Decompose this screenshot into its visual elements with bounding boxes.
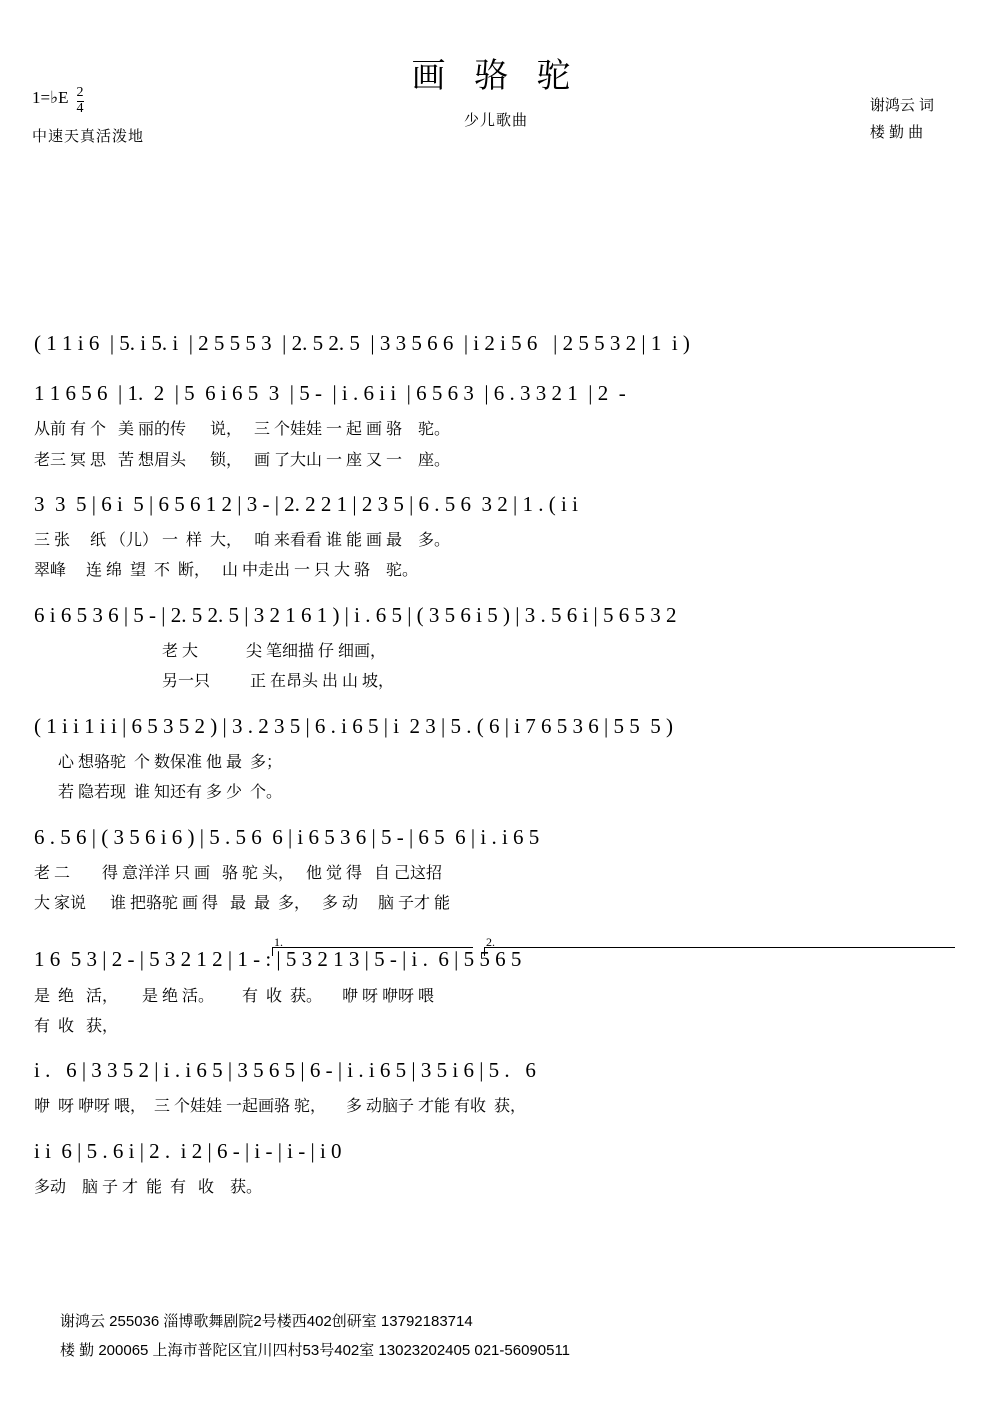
lyric-line-verse1: 三 张 纸 （儿） 一 样 大， 咱 来看看 谁 能 画 最 多。 <box>34 532 451 550</box>
key-signature: 1=♭E <box>32 88 69 107</box>
lyric-line-verse1: 老 二 得 意洋洋 只 画 骆 驼 头， 他 觉 得 自 己这招 <box>34 864 443 882</box>
notation-line: ( 1 i i 1 i i | 6 5 3 5 2 ) | 3 . 2 3 5 | 6 . i 6 5 | i 2 3 | 5 . ( 6 | i 7 6 5 3 6 | 5 5 5 ) <box>34 713 673 738</box>
volta-1-bracket: 1. <box>274 935 283 950</box>
notation-line: 6 i 6 5 3 6 | 5 - | 2. 5 2. 5 | 3 2 1 6 1 ) | i . 6 5 | ( 3 5 6 i 5 ) | 3 . 5 6 i | 5 6 5 3 2 <box>34 602 677 627</box>
lyric-line-verse1: 心 想骆驼 个 数保准 他 最 多； <box>34 753 283 771</box>
music-system-2 <box>34 371 958 476</box>
key-signature-block <box>32 85 84 118</box>
lyric-line-verse2: 翠峰 连 绵 望 不 断， 山 中走出 一 只 大 骆 驼。 <box>34 562 419 580</box>
music-system-6 <box>34 815 958 920</box>
notation-line: 1 6 5 3 | 2 - | 5 3 2 1 2 | 1 - : | 5 3 2 1 3 | 5 - | i . 6 | 5 5 6 5 <box>34 947 522 972</box>
notation-line: 3 3 5 | 6 i 5 | 6 5 6 1 2 | 3 - | 2. 2 2 1 | 2 3 5 | 6 . 5 6 3 2 | 1 . ( i i <box>34 491 578 516</box>
time-signature <box>77 86 84 116</box>
tempo-marking: 中速天真活泼地 <box>32 128 145 145</box>
lyric-line-verse1: 咿 呀 咿呀 喂， 三 个娃娃 一起画骆 驼， 多 动脑子 才能 有收 获， <box>34 1098 527 1116</box>
music-system-4 <box>34 593 958 698</box>
notation-line: i i 6 | 5 . 6 i | 2 . i 2 | 6 - | i - | i - | i 0 <box>34 1138 342 1163</box>
music-system-5 <box>34 704 958 809</box>
notation-line: ( 1 1 i 6 | 5. i 5. i | 2 5 5 5 3 | 2. 5 2. 5 | 3 3 5 6 6 | i 2 i 5 6 | 2 5 5 3 2 | 1 i ) <box>34 331 690 355</box>
volta-2-bracket: 2. <box>486 935 495 950</box>
notation-line: i . 6 | 3 3 5 2 | i . i 6 5 | 3 5 6 5 | 6 - | i . i 6 5 | 3 5 i 6 | 5 . 6 <box>34 1058 536 1083</box>
lyric-line-verse1: 多动 脑 子 才 能 有 收 获。 <box>34 1178 263 1196</box>
lyric-line-verse2: 有 收 获， <box>34 1017 119 1035</box>
notation-line: 1 1 6 5 6 | 1. 2 | 5 6 i 6 5 3 | 5 - | i . 6 i i | 6 5 6 3 | 6 . 3 3 2 1 | 2 - <box>34 381 626 406</box>
lyric-line-verse1: 老 大 尖 笔细描 仔 细画， <box>34 642 387 660</box>
notation-line: 6 . 5 6 | ( 3 5 6 i 6 ) | 5 . 5 6 6 | i 6 5 3 6 | 5 - | 6 5 6 | i . i 6 5 <box>34 824 540 849</box>
footer-contact <box>60 1308 570 1365</box>
music-system-1 <box>34 321 958 365</box>
footer-line-2: 楼 勤 200065 上海市普陀区宜川四村53号402室 13023202405 021-56090511 <box>60 1341 571 1359</box>
music-system-3 <box>34 482 958 587</box>
lyricist-credit: 谢鸿云 词 <box>869 97 934 114</box>
page-title: 画 骆 驼 <box>411 58 581 95</box>
lyric-line-verse2: 若 隐若现 谁 知还有 多 少 个。 <box>34 784 283 802</box>
composer-credit: 楼 勤 曲 <box>869 124 924 141</box>
music-system-8 <box>34 1048 958 1122</box>
music-system-9 <box>34 1129 958 1203</box>
credits <box>870 92 934 146</box>
lyric-line-verse2: 另一只 正 在昂头 出 山 坡， <box>34 673 395 691</box>
meter-numerator: 2 <box>76 85 84 100</box>
music-system-7 <box>34 937 958 1042</box>
footer-line-1: 谢鸿云 255036 淄博歌舞剧院2号楼西402创研室 13792183714 <box>60 1313 473 1330</box>
lyric-line-verse1: 从前 有 个 美 丽的传 说， 三 个娃娃 一 起 画 骆 驼。 <box>34 421 451 439</box>
lyric-line-verse1: 是 绝 活， 是 绝 活。 有 收 获。 咿 呀 咿呀 喂 <box>34 987 435 1005</box>
lyric-line-verse2: 大 家说 谁 把骆驼 画 得 最 最 多， 多 动 脑 子才 能 <box>34 895 451 913</box>
meter-denominator: 4 <box>76 100 84 116</box>
lyric-line-verse2: 老三 冥 思 苦 想眉头 锁， 画 了大山 一 座 又 一 座。 <box>34 451 451 469</box>
subtitle: 少儿歌曲 <box>463 112 528 129</box>
